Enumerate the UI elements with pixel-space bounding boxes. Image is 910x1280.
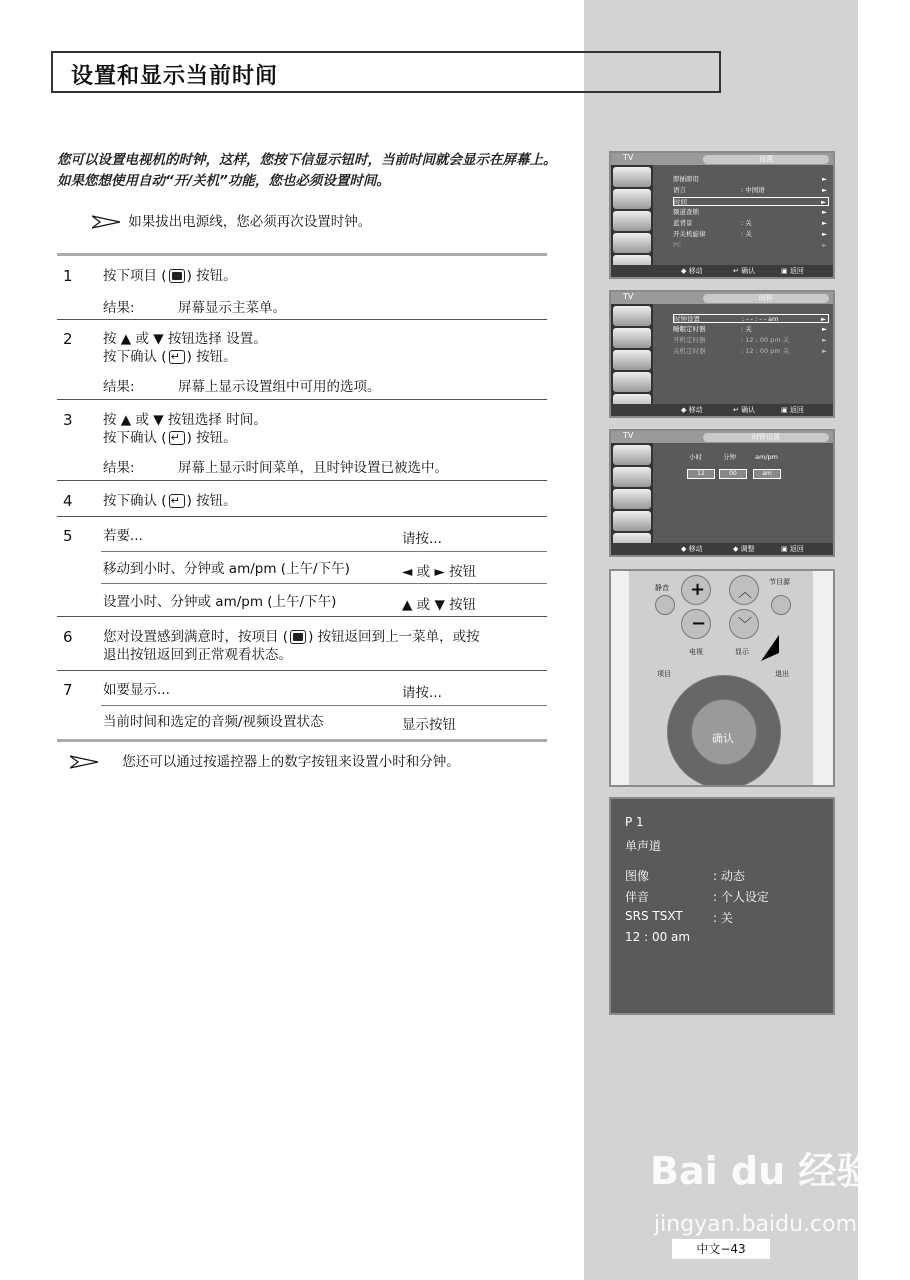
pointer-arrow-icon — [751, 633, 781, 663]
tv-screen-clock-set — [609, 429, 835, 557]
menu-label: 项目 — [657, 670, 671, 678]
screen-title: 时钟设置 — [703, 433, 829, 442]
info-row-label: 图像 — [625, 869, 650, 883]
exit-label: 退出 — [775, 670, 789, 678]
info-row-value: : 个人设定 — [713, 890, 769, 904]
mute-button[interactable] — [655, 595, 675, 615]
step-number: 5 — [63, 527, 73, 545]
tv-label: TV — [623, 292, 634, 301]
note-top — [92, 210, 371, 230]
minute-field[interactable]: 00 — [719, 469, 747, 479]
divider — [101, 551, 547, 552]
remote-control — [609, 569, 835, 787]
source-button[interactable] — [771, 595, 791, 615]
menu-item[interactable]: 频道查锁 ► — [673, 208, 827, 216]
divider — [57, 399, 547, 400]
watermark-url: jingyan.baidu.com — [654, 1212, 858, 1237]
setup-icon — [613, 511, 651, 531]
menu-item[interactable]: 开关机旋律 : 关 ► — [673, 230, 827, 238]
table-cell: 移动到小时、分钟或 am/pm (上午/下午) — [103, 561, 350, 577]
step-number: 3 — [63, 411, 73, 429]
menu-icon-column — [611, 165, 653, 277]
volume-down-button[interactable]: − — [681, 609, 711, 639]
picture-icon — [613, 306, 651, 326]
divider — [57, 670, 547, 671]
step-text: 退出按钮返回到正常观看状态。 — [103, 647, 292, 663]
channel-icon — [613, 350, 651, 370]
result-text: 屏幕显示主菜单。 — [178, 300, 286, 316]
divider — [57, 516, 547, 517]
hour-field[interactable]: 12 — [687, 469, 715, 479]
setup-icon — [613, 372, 651, 392]
step-text: 按下确认 (↵ ) 按钮。 — [103, 429, 237, 447]
menu-button-icon — [169, 269, 185, 283]
note-arrow-icon — [70, 755, 98, 769]
channel-up-button[interactable]: ︿ — [729, 575, 759, 605]
divider — [57, 616, 547, 617]
screen-footer: ◆ 移动 ◆ 调整 ▣ 返回 — [611, 543, 833, 555]
enter-button-icon — [169, 350, 185, 364]
page-number: 中文−43 — [672, 1239, 770, 1259]
menu-item[interactable]: 语言 : 中国语 ► — [673, 186, 827, 194]
step-number: 7 — [63, 681, 73, 699]
page-title-box — [51, 51, 721, 93]
tv-label: TV — [623, 431, 634, 440]
menu-icon-column — [611, 304, 653, 416]
watermark-brand: Bai du 经验 — [650, 1149, 875, 1193]
table-cell: 当前时间和选定的音频/视频设置状态 — [103, 714, 324, 730]
minute-label: 分钟 — [723, 453, 736, 461]
step-text: 按 ▲ 或 ▼ 按钮选择 设置。 — [103, 331, 267, 347]
divider — [57, 480, 547, 481]
source-label: 节目源 — [769, 578, 790, 586]
step-number: 4 — [63, 492, 73, 510]
screen-footer: ◆ 移动 ↵ 确认 ▣ 返回 — [611, 265, 833, 277]
step-text: 按下项目 ( ) 按钮。 — [103, 268, 237, 284]
step-text: 按下确认 (↵ ) 按钮。 — [103, 348, 237, 366]
note-bottom — [70, 750, 460, 770]
page-title: 设置和显示当前时间 — [71, 64, 279, 89]
table-header-right: 请按... — [402, 531, 442, 547]
channel-icon — [613, 211, 651, 231]
menu-item-selected[interactable]: 时间 ► — [673, 197, 829, 206]
screen-title: 时钟 — [703, 294, 829, 303]
menu-button-icon — [290, 630, 306, 644]
menu-item[interactable]: 关机定时器 : 12 : 00 pm 关 ► — [673, 347, 827, 355]
channel-down-button[interactable]: ﹀ — [729, 609, 759, 639]
step-text: 您对设置感到满意时，按项目 ( ) 按钮返回到上一菜单，或按 — [103, 629, 480, 645]
step-number: 1 — [63, 267, 73, 285]
table-cell: ◄ 或 ► 按钮 — [402, 564, 477, 580]
enter-button-icon — [169, 431, 185, 445]
sound-icon — [613, 467, 651, 487]
table-cell: 显示按钮 — [402, 717, 456, 733]
picture-icon — [613, 167, 651, 187]
note-bottom-text: 您还可以通过按遥控器上的数字按钮来设置小时和分钟。 — [122, 754, 460, 770]
ampm-field[interactable]: am — [753, 469, 781, 479]
table-cell: 设置小时、分钟或 am/pm (上午/下午) — [103, 594, 337, 610]
menu-item[interactable]: PC ► — [673, 241, 827, 249]
current-time: 12 : 00 am — [625, 930, 691, 944]
step-text: 按 ▲ 或 ▼ 按钮选择 时间。 — [103, 412, 267, 428]
tv-screen-time — [609, 290, 835, 418]
divider — [57, 319, 547, 320]
info-display-panel — [609, 797, 835, 1015]
setup-icon — [613, 233, 651, 253]
screen-footer: ◆ 移动 ↵ 确认 ▣ 返回 — [611, 404, 833, 416]
divider — [57, 253, 547, 256]
divider — [101, 583, 547, 584]
divider — [101, 705, 547, 706]
note-top-text: 如果拔出电源线，您必须再次设置时钟。 — [128, 214, 372, 230]
sound-mode: 单声道 — [625, 839, 662, 853]
divider — [57, 739, 547, 742]
menu-item[interactable]: 睡眠定时器 : 关 ► — [673, 325, 827, 333]
menu-item[interactable]: 蓝背景 : 关 ► — [673, 219, 827, 227]
menu-item-selected[interactable]: 时钟设置 : - - : - - am ► — [673, 314, 829, 323]
step-number: 6 — [63, 628, 73, 646]
mute-label: 静音 — [655, 584, 669, 592]
sound-icon — [613, 328, 651, 348]
tv-screen-setup — [609, 151, 835, 279]
table-header-right: 请按... — [402, 685, 442, 701]
result-label: 结果: — [103, 460, 135, 476]
note-arrow-icon — [92, 215, 120, 229]
menu-item[interactable]: 即插即用 ► — [673, 175, 827, 183]
info-row-value: : 动态 — [713, 869, 745, 883]
step-number: 2 — [63, 330, 73, 348]
menu-item[interactable]: 开机定时器 : 12 : 00 pm 关 ► — [673, 336, 827, 344]
tv-label: 电视 — [689, 648, 703, 656]
result-label: 结果: — [103, 379, 135, 395]
picture-icon — [613, 445, 651, 465]
result-text: 屏幕上显示时间菜单，且时钟设置已被选中。 — [178, 460, 448, 476]
enter-button-icon — [169, 494, 185, 508]
menu-icon-column — [611, 443, 653, 555]
result-label: 结果: — [103, 300, 135, 316]
ampm-label: am/pm — [755, 453, 778, 461]
info-label: 显示 — [735, 648, 749, 656]
tv-label: TV — [623, 153, 634, 162]
info-row-label: SRS TSXT — [625, 909, 683, 923]
volume-up-button[interactable]: + — [681, 575, 711, 605]
program-number: P 1 — [625, 815, 644, 829]
screen-title: 设置 — [703, 155, 829, 164]
info-row-label: 伴音 — [625, 890, 650, 904]
table-cell: ▲ 或 ▼ 按钮 — [402, 597, 477, 613]
table-header-left: 若要... — [103, 528, 143, 544]
channel-icon — [613, 489, 651, 509]
sound-icon — [613, 189, 651, 209]
hour-label: 小时 — [689, 453, 702, 461]
table-header-left: 如要显示... — [103, 682, 170, 698]
step-text: 按下确认 (↵ ) 按钮。 — [103, 492, 237, 510]
result-text: 屏幕上显示设置组中可用的选项。 — [178, 379, 381, 395]
enter-button[interactable]: 确认 — [691, 699, 757, 765]
intro-text: 您可以设置电视机的时钟，这样，您按下信显示钮时，当前时间就会显示在屏幕上。如果您想使用自动“开/关机”功能，您也必须设置时间。 — [57, 152, 557, 189]
info-row-value: : 关 — [713, 911, 733, 925]
